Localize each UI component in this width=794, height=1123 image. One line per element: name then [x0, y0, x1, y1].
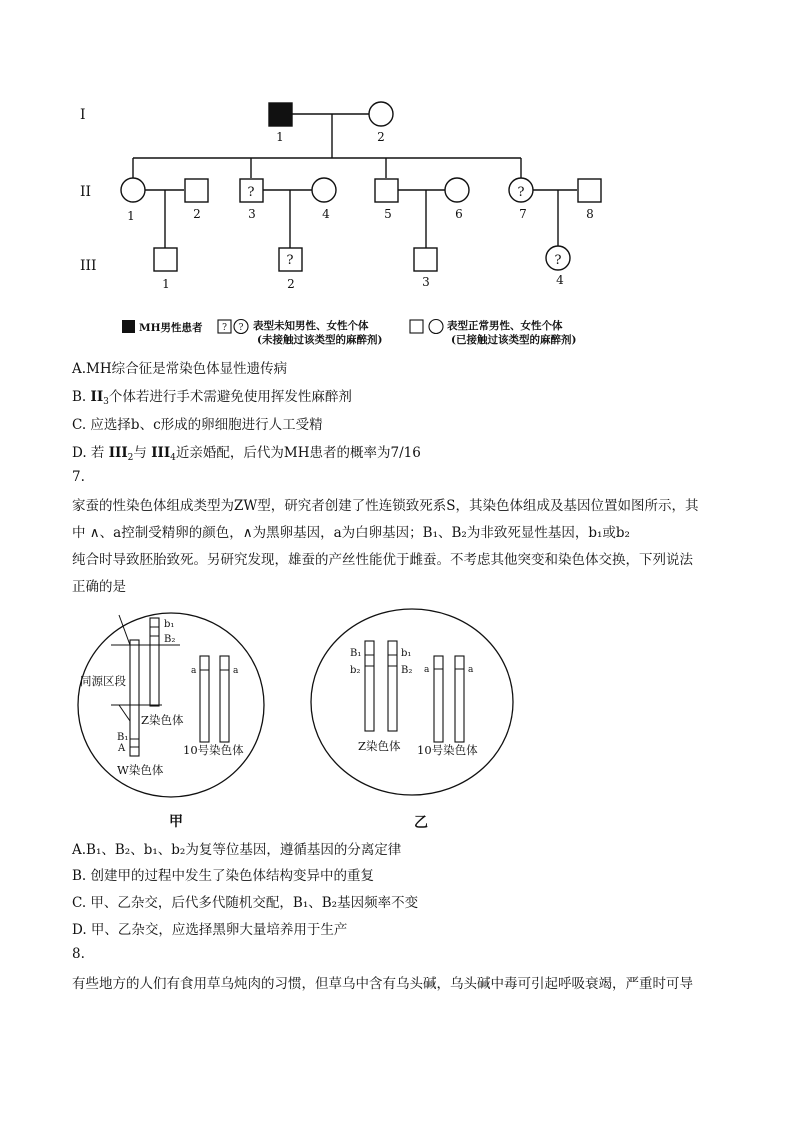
- svg-text:?: ?: [222, 323, 227, 333]
- svg-text:7: 7: [519, 207, 527, 221]
- q7-number: 7.: [72, 469, 85, 485]
- gene-a: a: [233, 666, 239, 676]
- svg-text:1: 1: [127, 209, 135, 223]
- z-chromosome-label: Z染色体: [141, 713, 184, 727]
- q7-option-c: C. 甲、乙杂交，后代多代随机交配，B₁、B₂基因频率不变: [72, 895, 419, 911]
- q6-option-d: D. 若 $III_2$与 $III_4$近亲婚配，后代为MH患者的概率为7/16: [72, 445, 421, 463]
- q7-text-line-3: 纯合时导致胚胎致死。另研究发现，雄蚕的产丝性能优于雌蚕。不考虑其他突变和染色体交换，下列说法: [72, 552, 693, 568]
- gene-b1: b₁: [401, 648, 412, 659]
- q8-text-line-1: 有些地方的人们有食用草乌炖肉的习惯，但草乌中含有乌头碱，乌头碱中毒可引起呼吸衰竭，严重时可导: [72, 976, 693, 992]
- gene-A: A: [118, 743, 126, 754]
- svg-text:4: 4: [322, 207, 330, 221]
- q6-option-c: C. 应选择b、c形成的卵细胞进行人工受精: [72, 417, 323, 433]
- unknown-mark: ?: [247, 185, 255, 200]
- gene-a: a: [424, 665, 430, 675]
- gen2-individual-2: [185, 179, 208, 202]
- gen3-individual-1: [154, 248, 177, 271]
- unknown-mark: ?: [517, 185, 525, 200]
- q7-text-line-1: 家蚕的性染色体组成类型为ZW型，研究者创建了性连锁致死系S，其染色体组成及基因位置如图所示，其: [72, 498, 699, 514]
- gene-B1: B₁: [350, 648, 362, 659]
- svg-text:表型未知男性、女性个体: 表型未知男性、女性个体: [253, 320, 369, 332]
- gene-B2: B₂: [401, 665, 413, 676]
- gen3-individual-3: [414, 248, 437, 271]
- unknown-mark: ?: [286, 253, 294, 268]
- gene-b1: b₁: [164, 619, 175, 630]
- q7-text-line-2: 中 ∧、a控制受精卵的颜色，∧为黑卵基因，a为白卵基因；B₁、B₂为非致死显性基因，b₁或b₂: [72, 525, 630, 541]
- pedigree-chart: [0, 0, 794, 360]
- q7-text-line-4: 正确的是: [72, 579, 126, 595]
- svg-text:8: 8: [586, 207, 594, 221]
- svg-text:1: 1: [162, 277, 170, 291]
- gen2-individual-8: [578, 179, 601, 202]
- svg-text:5: 5: [384, 207, 392, 221]
- svg-text:表型正常男性、女性个体: 表型正常男性、女性个体: [447, 320, 563, 332]
- z-chromosome-label: Z染色体: [358, 739, 401, 753]
- generation-label-3: III: [80, 258, 97, 274]
- chromosome-figure: [0, 600, 794, 835]
- svg-text:2: 2: [377, 130, 385, 144]
- svg-text:MH男性患者: MH男性患者: [139, 322, 203, 334]
- q8-number: 8.: [72, 946, 85, 962]
- gene-a: a: [468, 665, 474, 675]
- svg-text:3: 3: [422, 275, 430, 289]
- gen2-individual-1: [121, 178, 145, 202]
- chr10-label: 10号染色体: [183, 743, 244, 757]
- svg-text:2: 2: [193, 207, 201, 221]
- svg-text:(已接触过该类型的麻醉剂): (已接触过该类型的麻醉剂): [451, 334, 577, 346]
- unknown-mark: ?: [554, 253, 562, 268]
- w-chromosome-label: W染色体: [117, 763, 164, 777]
- cell-yi: [311, 609, 513, 795]
- gen2-individual-5: [375, 179, 398, 202]
- svg-text:(未接触过该类型的麻醉剂): (未接触过该类型的麻醉剂): [257, 334, 383, 346]
- q7-option-d: D. 甲、乙杂交，应选择黑卵大量培养用于生产: [72, 922, 348, 938]
- generation-label-1: I: [80, 107, 86, 123]
- caption-jia: 甲: [169, 814, 183, 830]
- svg-text:?: ?: [238, 323, 244, 333]
- q6-option-a: A.MH综合征是常染色体显性遗传病: [72, 361, 288, 377]
- pedigree-legend: [122, 319, 576, 346]
- svg-text:6: 6: [455, 207, 463, 221]
- gen2-individual-4: [312, 178, 336, 202]
- homologous-region-label: 同源区段: [80, 674, 126, 688]
- q7-option-b: B. 创建甲的过程中发生了染色体结构变异中的重复: [72, 868, 375, 884]
- svg-text:1: 1: [276, 130, 284, 144]
- gene-a: a: [191, 666, 197, 676]
- svg-text:3: 3: [248, 207, 256, 221]
- gene-b2: b₂: [350, 665, 361, 676]
- gen2-individual-6: [445, 178, 469, 202]
- gen1-individual-2: [369, 102, 393, 126]
- chr10-label: 10号染色体: [417, 743, 478, 757]
- svg-text:4: 4: [556, 273, 564, 287]
- svg-text:2: 2: [287, 277, 295, 291]
- q7-option-a: A.B₁、B₂、b₁、b₂为复等位基因，遵循基因的分离定律: [72, 842, 402, 858]
- caption-yi: 乙: [414, 815, 428, 831]
- gene-B2: B₂: [164, 634, 176, 645]
- gene-B1: B₁: [117, 732, 129, 743]
- gen1-individual-1: [269, 103, 292, 126]
- q6-option-b: B. $II_3$个体若进行手术需避免使用挥发性麻醉剂: [72, 389, 352, 407]
- generation-label-2: II: [80, 184, 92, 200]
